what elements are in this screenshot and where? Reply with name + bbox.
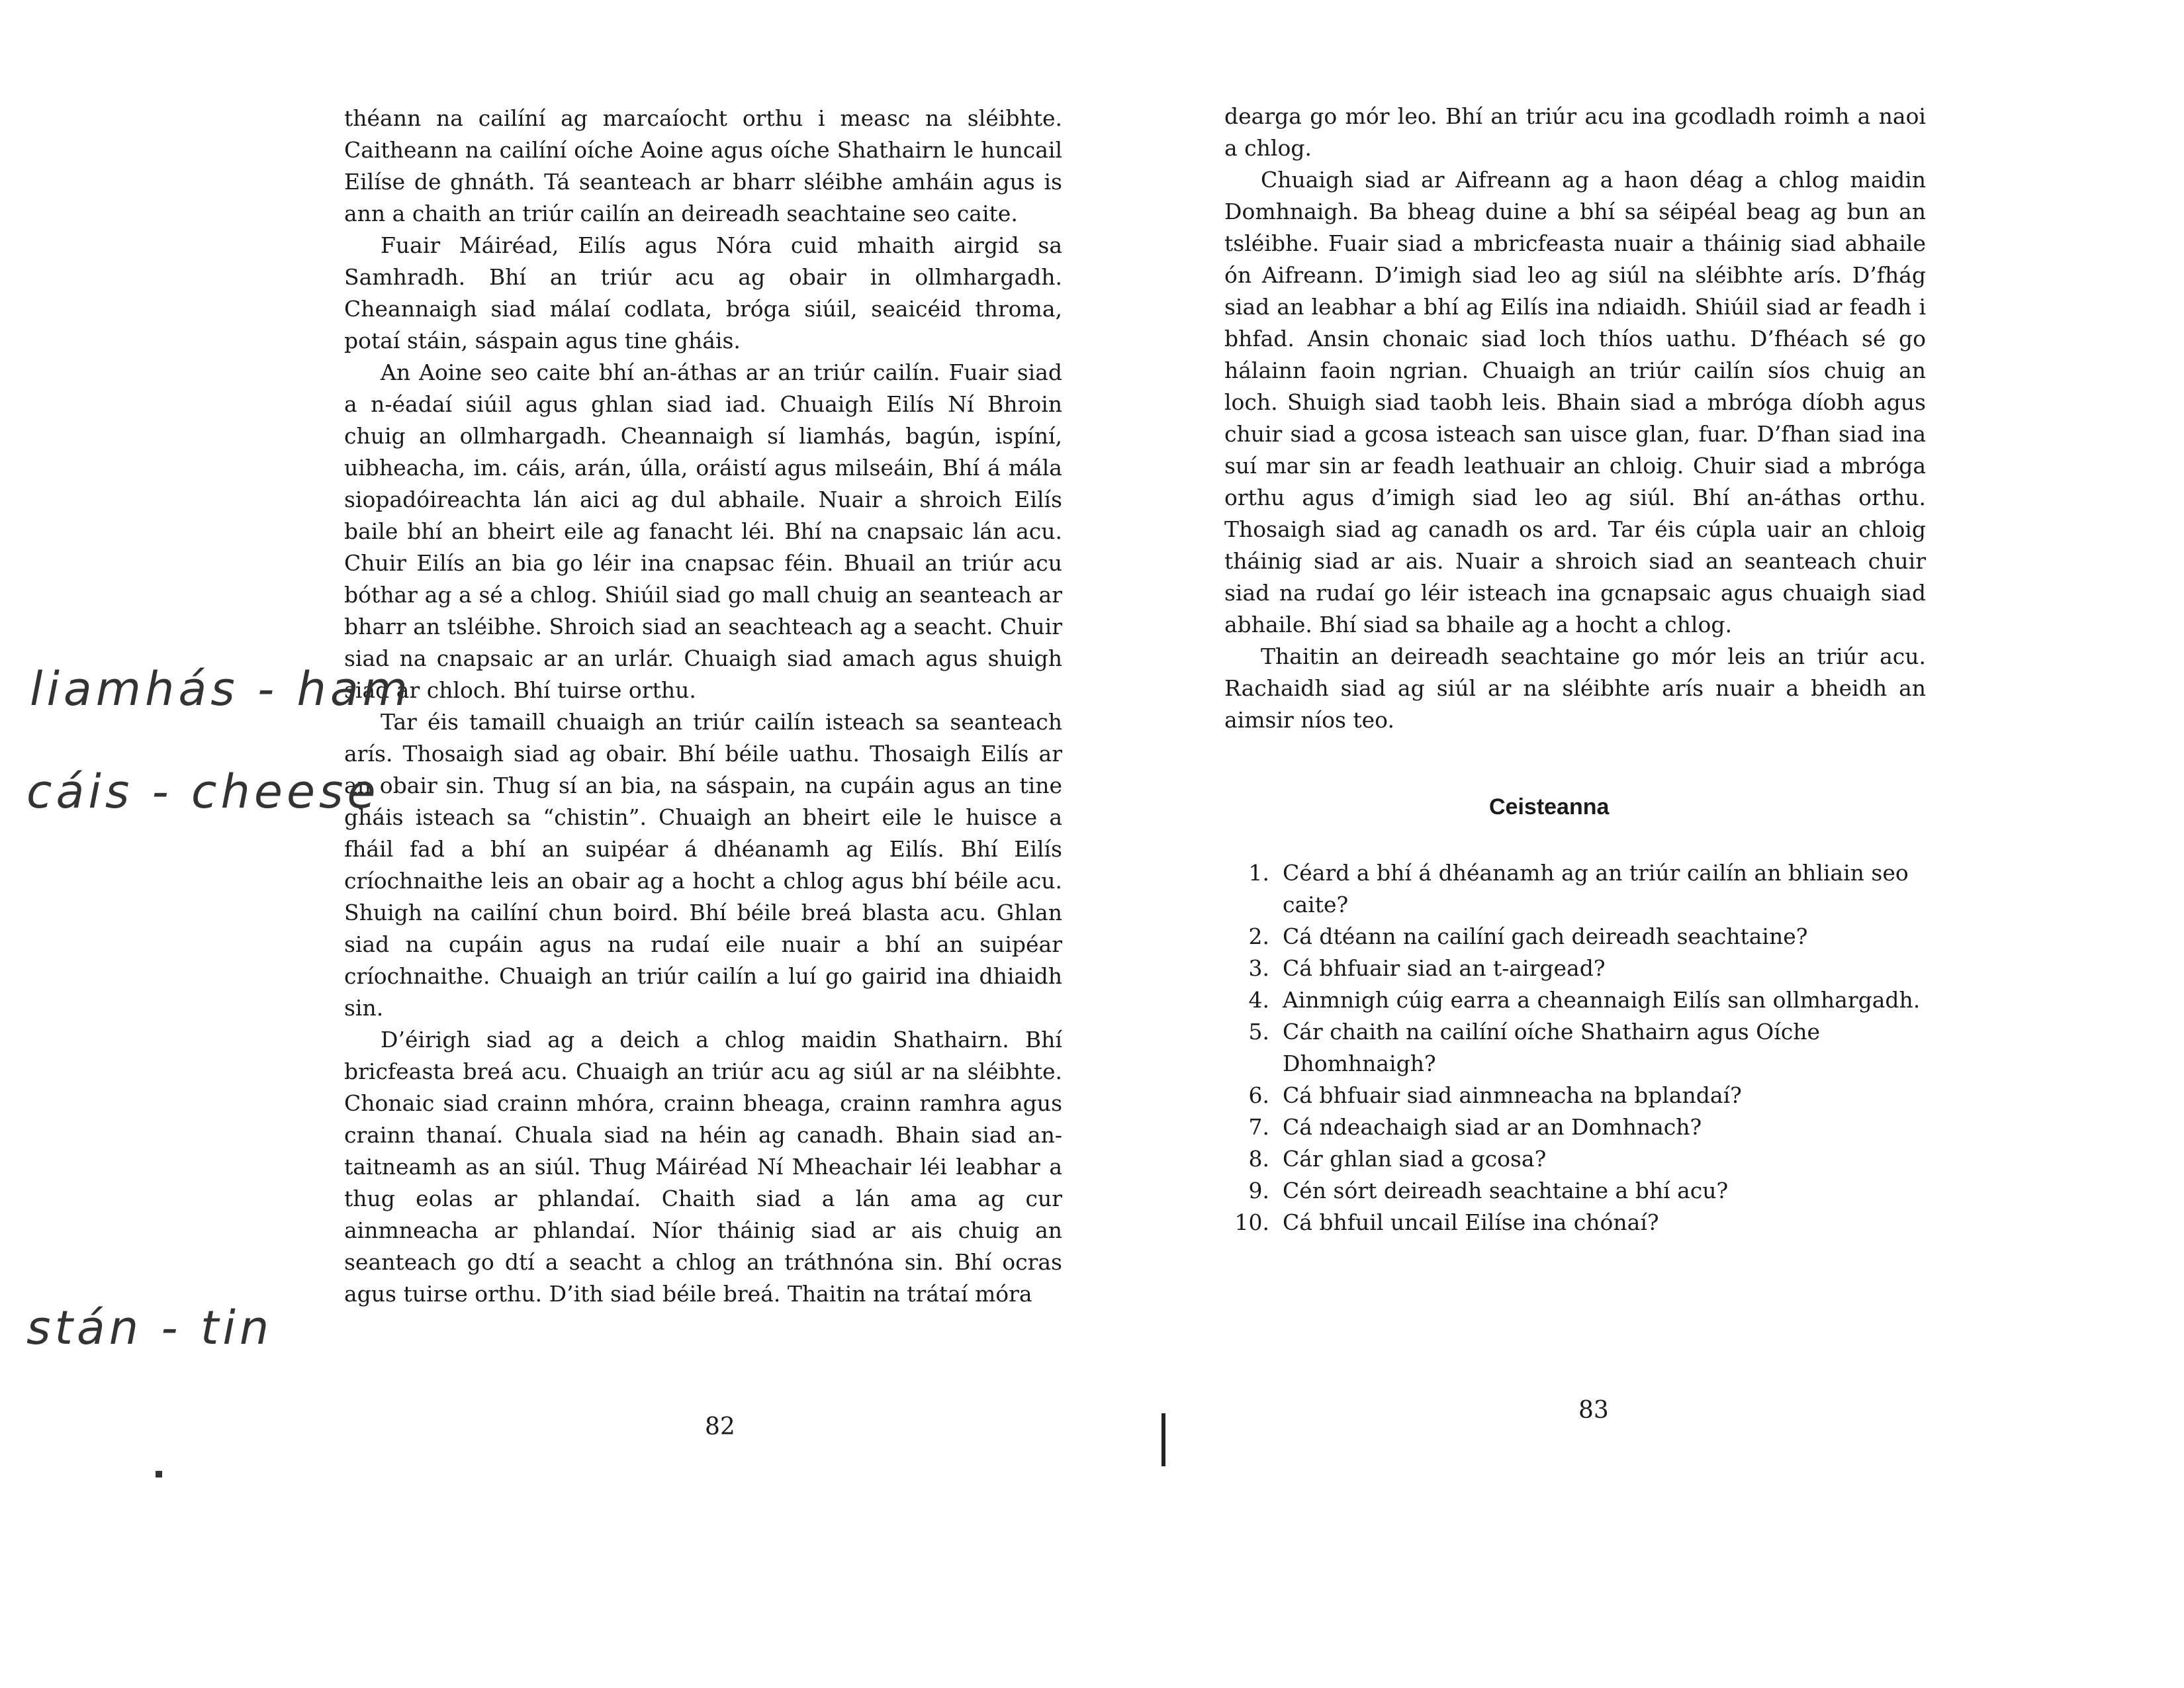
question-number: 1. [1248, 860, 1269, 886]
question-item [1224, 1175, 1939, 1207]
question-number: 7. [1248, 1114, 1269, 1140]
paragraph: Thaitin an deireadh seachtaine go mór leis an triúr acu. Rachaidh siad ag siúl ar na sléibhte arís nuair a bheidh an aimsir níos teo. [1224, 643, 1926, 733]
stray-mark [156, 1471, 162, 1477]
question-item [1224, 1016, 1939, 1080]
question-text: Cár ghlan siad a gcosa? [1283, 1146, 1547, 1172]
question-text: Céard a bhí á dhéanamh ag an triúr cailín an bhliain seo caite? [1283, 860, 1909, 917]
section-heading: Ceisteanna [1489, 794, 1610, 820]
paragraph: Fuair Máiréad, Eilís agus Nóra cuid mhaith airgid sa Samhradh. Bhí an triúr acu ag obair in ollmhargadh. Cheannaigh siad málaí codlata, bróga siúil, seaicéid throma, potaí stáin, sáspain agus tine gháis. [344, 232, 1062, 353]
question-text: Cén sórt deireadh seachtaine a bhí acu? [1283, 1178, 1729, 1203]
right-page [1092, 0, 2184, 1688]
question-number: 2. [1248, 923, 1269, 949]
question-number: 8. [1248, 1146, 1269, 1172]
question-item [1224, 1207, 1939, 1239]
page-number: 83 [1578, 1397, 1609, 1424]
right-text-column [1224, 101, 1926, 736]
paragraph: Tar éis tamaill chuaigh an triúr cailín isteach sa seanteach arís. Thosaigh siad ag obair. Bhí béile uathu. Thosaigh Eilís ar an obair sin. Thug sí an bia, na sáspain, na cupáin agus an tine gháis isteach sa “chistin”. Chuaigh an bheirt eile le huisce a fháil fad a bhí an suipéar á dhéanamh ag Eilís. Bhí Eilís críochnaithe leis an obair ag a hocht a chlog agus bhí béile acu. Shuigh na cailíní chun boird. Bhí béile breá blasta acu. Ghlan siad na cupáin agus na rudaí eile nuair a bhí an suipéar críochnaithe. Chuaigh an triúr cailín a luí go gairid ina dhiaidh sin. [344, 709, 1062, 1021]
question-text: Cá bhfuair siad ainmneacha na bplandaí? [1283, 1082, 1742, 1108]
question-text: Cá dtéann na cailíní gach deireadh seachtaine? [1283, 923, 1808, 949]
paragraph: dearga go mór leo. Bhí an triúr acu ina gcodladh roimh a naoi a chlog. [1224, 103, 1926, 161]
question-number: 9. [1248, 1178, 1269, 1203]
question-text: Cá bhfuair siad an t-airgead? [1283, 955, 1606, 981]
question-list [1224, 857, 1939, 1239]
paragraph: An Aoine seo caite bhí an-áthas ar an triúr cailín. Fuair siad a n-éadaí siúil agus ghlan siad iad. Chuaigh Eilís Ní Bhroin chuig an ollmhargadh. Cheannaigh sí liamhás, bagún, ispíní, uibheacha, im. cáis, arán, úlla, oráistí agus milseáin, Bhí á mála siopadóireachta lán aici ag dul abhaile. Nuair a shroich Eilís baile bhí an bheirt eile ag fanacht léi. Bhí na cnapsaic lán acu. Chuir Eilís an bia go léir ina cnapsac féin. Bhuail an triúr acu bóthar ag a sé a chlog. Shiúil siad go mall chuig an seanteach ar bharr an tsléibhe. Shroich siad an seachteach ag a seacht. Chuir siad na cnapsaic ar an urlár. Chuaigh siad amach agus shuigh siad ar chloch. Bhí tuirse orthu. [344, 359, 1062, 703]
paragraph: théann na cailíní ag marcaíocht orthu i measc na sléibhte. Caitheann na cailíní oíche Aoine agus oíche Shathairn le huncail Eilíse de ghnáth. Tá seanteach ar bharr sléibhe amháin agus is ann a chaith an triúr cailín an deireadh seachtaine seo caite. [344, 105, 1062, 226]
question-number: 4. [1248, 987, 1269, 1013]
paragraph: D’éirigh siad ag a deich a chlog maidin Shathairn. Bhí bricfeasta breá acu. Chuaigh an triúr acu ag siúl ar na sléibhte. Chonaic siad crainn mhóra, crainn bheaga, crainn ramhra agus crainn thanaí. Chuala siad na héin ag canadh. Bhain siad an-taitneamh as an siúl. Thug Máiréad Ní Mheachair léi leabhar a thug eolas ar phlandaí. Chaith siad a lán ama ag cur ainmneacha ar phlandaí. Níor tháinig siad ar ais chuig an seanteach go dtí a seacht a chlog an tráthnóna sin. Bhí ocras agus tuirse orthu. D’ith siad béile breá. Thaitin na trátaí móra [344, 1027, 1062, 1307]
question-text: Cá ndeachaigh siad ar an Domhnach? [1283, 1114, 1702, 1140]
question-item [1224, 953, 1939, 984]
paragraph: Chuaigh siad ar Aifreann ag a haon déag a chlog maidin Domhnaigh. Ba bheag duine a bhí sa séipéal beag ag bun an tsléibhe. Fuair siad a mbricfeasta nuair a tháinig siad abhaile ón Aifreann. D’imigh siad leo ag siúl na sléibhte arís. D’fhág siad an leabhar a bhí ag Eilís ina ndiaidh. Shiúil siad ar feadh i bhfad. Ansin chonaic siad loch thíos uathu. D’fhéach sé go hálainn faoin ngrian. Chuaigh an triúr cailín síos chuig an loch. Shuigh siad taobh leis. Bhain siad a mbróga díobh agus chuir siad a gcosa isteach san uisce glan, fuar. D’fhan siad ina suí mar sin ar feadh leathuair an chloig. Chuir siad a mbróga orthu agus d’imigh siad leo ag siúl. Bhí an-áthas orthu. Thosaigh siad ag canadh os ard. Tar éis cúpla uair an chloig tháinig siad ar ais. Nuair a shroich siad an seanteach chuir siad na rudaí go léir isteach ina gcnapsaic agus chuaigh siad abhaile. Bhí siad sa bhaile ag a hocht a chlog. [1224, 167, 1926, 637]
question-text: Ainmnigh cúig earra a cheannaigh Eilís san ollmhargadh. [1283, 987, 1921, 1013]
page-number: 82 [705, 1413, 735, 1440]
question-item [1224, 857, 1939, 921]
question-item [1224, 1080, 1939, 1111]
left-text-column [344, 103, 1062, 1310]
question-item [1224, 921, 1939, 953]
question-number: 3. [1248, 955, 1269, 981]
question-text: Cá bhfuil uncail Eilíse ina chónaí? [1283, 1209, 1659, 1235]
question-item [1224, 1111, 1939, 1143]
question-item [1224, 1143, 1939, 1175]
question-number: 6. [1248, 1082, 1269, 1108]
question-number: 5. [1248, 1019, 1269, 1045]
question-text: Cár chaith na cailíní oíche Shathairn agus Oíche Dhomhnaigh? [1283, 1019, 1821, 1076]
handwritten-note: cáis - cheese [26, 765, 380, 819]
question-number: 10. [1234, 1209, 1269, 1235]
handwritten-note: stán - tin [26, 1301, 273, 1355]
question-item [1224, 984, 1939, 1016]
handwritten-note: liamhás - ham [30, 662, 412, 716]
